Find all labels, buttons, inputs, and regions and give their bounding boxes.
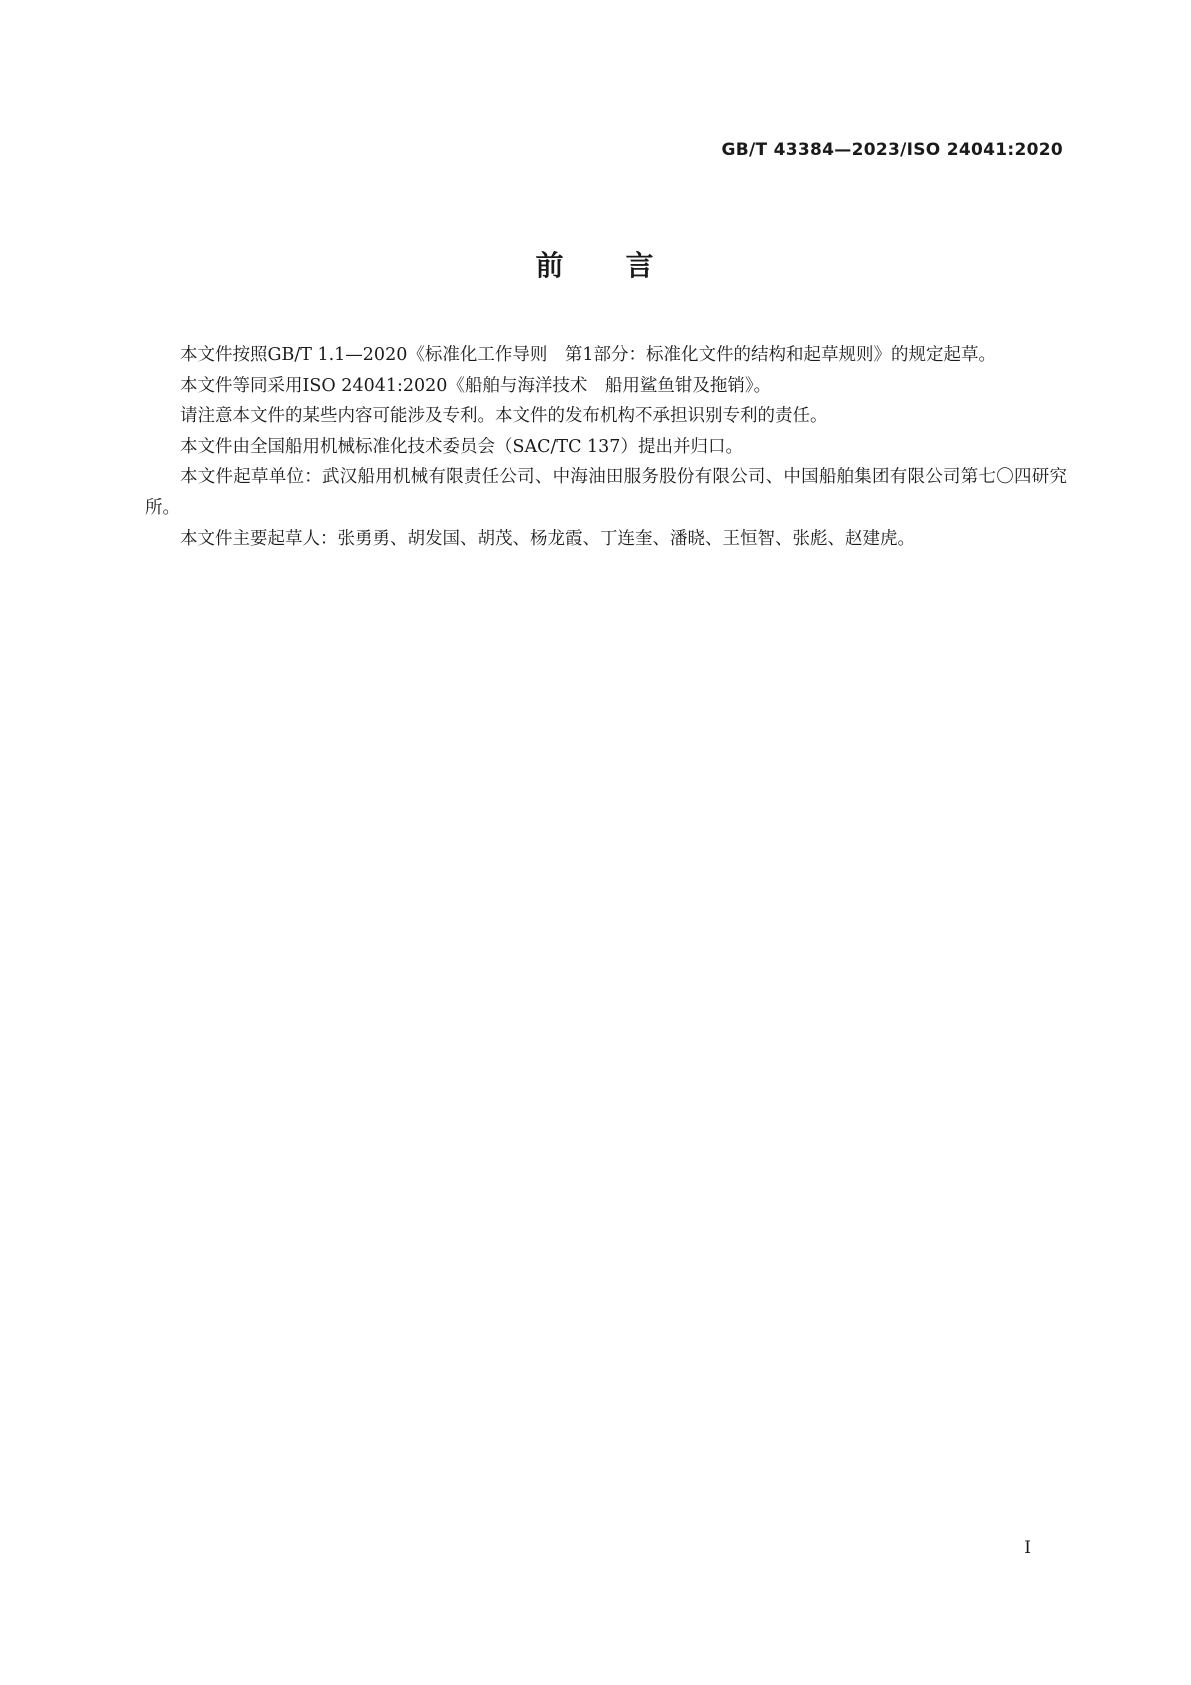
paragraph-patent-notice: 请注意本文件的某些内容可能涉及专利。本文件的发布机构不承担识别专利的责任。 bbox=[180, 406, 828, 427]
paragraph-drafting-rules: 本文件按照GB/T 1.1—2020《标准化工作导则 第1部分：标准化文件的结构和起草规则》的规定起草。 bbox=[180, 345, 996, 365]
page-number: Ⅰ bbox=[1024, 1538, 1031, 1557]
page-title: 前 言 bbox=[535, 249, 656, 282]
preface-body bbox=[145, 340, 1067, 554]
paragraph-adoption: 本文件等同采用ISO 24041:2020《船舶与海洋技术 船用鲨鱼钳及拖销》。 bbox=[180, 375, 772, 396]
standard-number: GB/T 43384—2023/ISO 24041:2020 bbox=[721, 140, 1063, 160]
paragraph-drafting-organizations: 本文件起草单位：武汉船用机械有限责任公司、中海油田服务股份有限公司、中国船舶集团有限公司第七〇四研究所。 bbox=[145, 467, 1067, 518]
paragraph-proposer: 本文件由全国船用机械标准化技术委员会（SAC/TC 137）提出并归口。 bbox=[180, 436, 743, 457]
paragraph-drafters: 本文件主要起草人：张勇勇、胡发国、胡茂、杨龙霞、丁连奎、潘晓、王恒智、张彪、赵建虎。 bbox=[180, 528, 915, 549]
